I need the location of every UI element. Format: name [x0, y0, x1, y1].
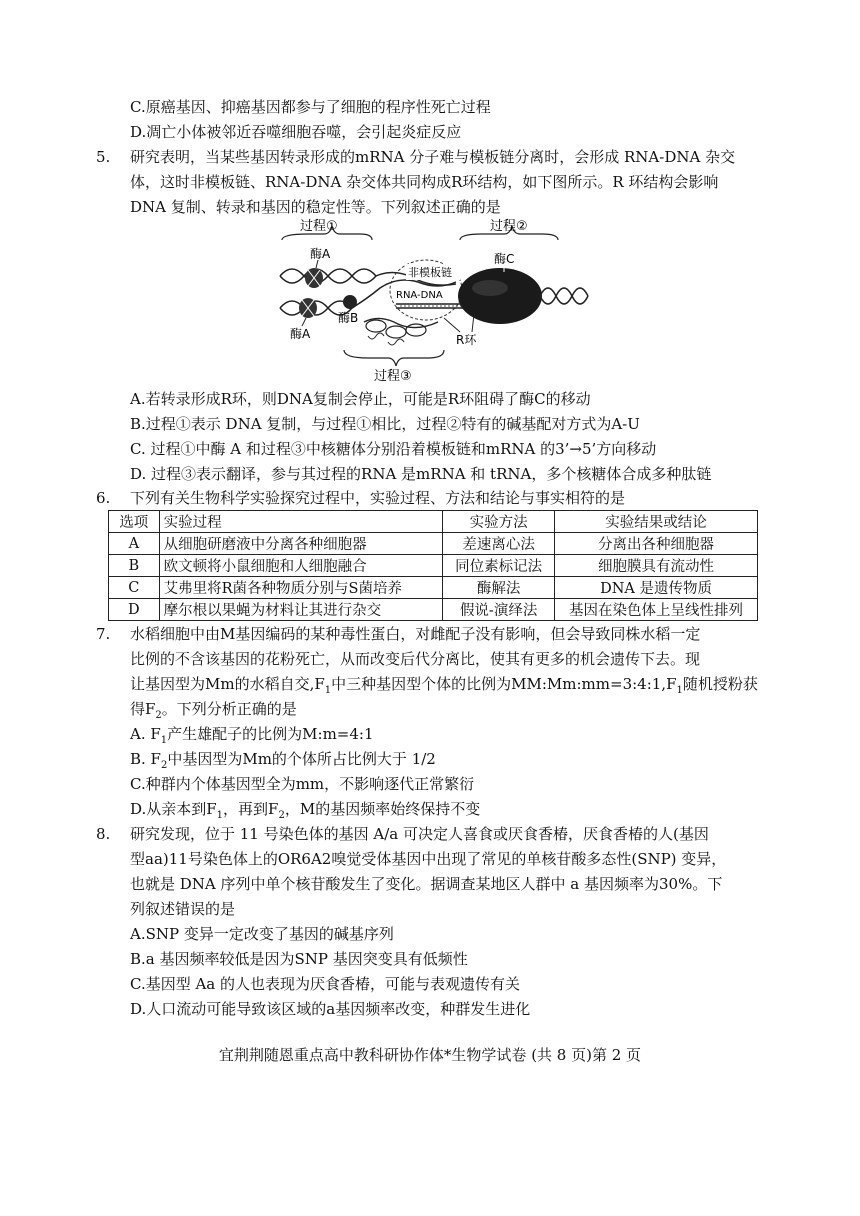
table-cell: 酶解法	[443, 577, 555, 599]
table-row	[109, 577, 758, 599]
table-cell: 同位素标记法	[443, 555, 555, 577]
header-method: 实验方法	[443, 511, 555, 533]
q7-text-segment: 随机授粉获	[682, 675, 758, 693]
q7-text-segment: 。下列分析正确的是	[161, 700, 297, 718]
table-cell: DNA 是遗传物质	[555, 577, 758, 599]
subscript-1: 1	[676, 685, 683, 696]
table-cell: D	[109, 599, 160, 621]
experiment-table	[108, 510, 758, 621]
q7-text-segment: 中三种基因型个体的比例为MM:Mm:mm=3:4:1,F	[331, 675, 677, 693]
table-cell: 细胞膜具有流动性	[555, 555, 758, 577]
q8-option-c: C.基因型 Aa 的人也表现为厌食香椿，可能与表观遗传有关	[130, 975, 521, 993]
q7-stem-line2: 比例的不含该基因的花粉死亡，从而改变后代分离比，使其有更多的机会遗传下去。现	[130, 650, 701, 668]
q7-text-segment: 中基因型为Mm的个体所占比例大于 1/2	[167, 750, 436, 768]
label-process-1: 过程①	[300, 219, 338, 234]
label-r-loop: R环	[456, 333, 477, 347]
q5-option-d: D. 过程③表示翻译，参与其过程的RNA 是mRNA 和 tRNA，多个核糖体合成多种肽链	[130, 465, 712, 483]
q7-text-segment: 得F	[130, 700, 156, 718]
q7-text-segment: B. F	[130, 750, 161, 768]
subscript-2: 2	[155, 710, 162, 721]
table-cell: 基因在染色体上呈线性排列	[555, 599, 758, 621]
q8-option-d: D.人口流动可能导致该区域的a基因频率改变，种群发生进化	[130, 1000, 531, 1018]
table-cell: 欧文顿将小鼠细胞和人细胞融合	[159, 555, 443, 577]
subscript-2: 2	[160, 760, 168, 771]
q7-number: 7.	[96, 625, 111, 643]
q7-text-segment: A. F	[130, 725, 161, 743]
table-row	[109, 533, 758, 555]
q8-stem-line4: 列叙述错误的是	[130, 900, 236, 918]
q5-stem-line3: DNA 复制、转录和基因的稳定性等。下列叙述正确的是	[130, 198, 501, 216]
table-cell: 差速离心法	[443, 533, 555, 555]
q7-text-segment: 让基因型为Mm的水稻自交,F	[130, 675, 325, 693]
label-enzyme-a-top: 酶A	[310, 247, 331, 261]
table-cell: A	[109, 533, 160, 555]
label-rna-dna: RNA-DNA	[396, 290, 443, 301]
q7-text-segment: ，M的基因频率始终保持不变	[284, 800, 481, 818]
q8-stem-line2: 型aa)11号染色体上的OR6A2嗅觉受体基因中出现了常见的单核苷酸多态性(SNP) 变异，	[130, 850, 727, 868]
q7-text-segment: D.从亲本到F	[130, 800, 217, 818]
q5-option-a: A.若转录形成R环，则DNA复制会停止，可能是R环阻碍了酶C的移动	[130, 390, 591, 408]
label-enzyme-c: 酶C	[494, 252, 515, 266]
table-cell: 从细胞研磨液中分离各种细胞器	[159, 533, 443, 555]
q7-text-segment: ，再到F	[223, 800, 279, 818]
header-process: 实验过程	[159, 511, 443, 533]
q4-option-c: C.原癌基因、抑癌基因都参与了细胞的程序性死亡过程	[130, 98, 491, 116]
table-cell: 假说-演绎法	[443, 599, 555, 621]
q5-option-b: B.过程①表示 DNA 复制，与过程①相比，过程②特有的碱基配对方式为A-U	[130, 415, 640, 433]
table-cell: 分离出各种细胞器	[555, 533, 758, 555]
subscript-2: 2	[278, 810, 285, 821]
table-cell: 摩尔根以果蝇为材料让其进行杂交	[159, 599, 443, 621]
q8-option-b: B.a 基因频率较低是因为SNP 基因突变具有低频性	[130, 950, 468, 968]
q6-number: 6.	[96, 489, 111, 507]
label-nontemplate-strand: 非模板链	[408, 266, 452, 279]
label-process-3: 过程③	[374, 369, 412, 384]
subscript-1: 1	[160, 735, 168, 746]
table-cell: C	[109, 577, 160, 599]
header-option: 选项	[109, 511, 160, 533]
q8-stem-line1: 研究发现，位于 11 号染色体的基因 A/a 可决定人喜食或厌食香椿，厌食香椿的人(基因	[130, 825, 709, 843]
header-result: 实验结果或结论	[555, 511, 758, 533]
q5-option-c: C. 过程①中酶 A 和过程③中核糖体分别沿着模板链和mRNA 的3’→5’方向移动	[130, 440, 657, 458]
table-row	[109, 599, 758, 621]
q5-stem-line2: 体，这时非模板链、RNA-DNA 杂交体共同构成R环结构，如下图所示。R 环结构会影响	[130, 173, 719, 191]
label-enzyme-b: 酶B	[338, 311, 359, 325]
subscript-1: 1	[216, 810, 224, 821]
q7-text-segment: 产生雄配子的比例为M:m=4:1	[167, 725, 374, 743]
subscript-1: 1	[324, 685, 332, 696]
q4-option-d: D.凋亡小体被邻近吞噬细胞吞噬，会引起炎症反应	[130, 123, 462, 141]
q7-stem-line1: 水稻细胞中由M基因编码的某种毒性蛋白，对雌配子没有影响，但会导致同株水稻一定	[130, 625, 701, 643]
page-footer: 宜荆荆随恩重点高中教科研协作体*生物学试卷 (共 8 页)第 2 页	[218, 1046, 642, 1064]
q8-number: 8.	[96, 825, 111, 843]
q5-number: 5.	[96, 148, 111, 166]
table-row	[109, 555, 758, 577]
r-loop-diagram	[268, 218, 598, 386]
label-process-2: 过程②	[490, 219, 528, 234]
table-cell: 艾弗里将R菌各种物质分别与S菌培养	[159, 577, 443, 599]
table-cell: B	[109, 555, 160, 577]
q6-stem: 下列有关生物科学实验探究过程中，实验过程、方法和结论与事实相符的是	[130, 489, 626, 507]
q8-stem-line3: 也就是 DNA 序列中单个核苷酸发生了变化。据调查某地区人群中 a 基因频率为30%。下	[130, 875, 723, 893]
label-enzyme-a-bottom: 酶A	[290, 327, 311, 341]
table-header-row	[109, 511, 758, 533]
q5-stem-line1: 研究表明，当某些基因转录形成的mRNA 分子难与模板链分离时，会形成 RNA-DNA 杂交	[130, 148, 736, 166]
q8-option-a: A.SNP 变异一定改变了基因的碱基序列	[130, 925, 394, 943]
q7-option-c: C.种群内个体基因型全为mm，不影响逐代正常繁衍	[130, 775, 475, 793]
